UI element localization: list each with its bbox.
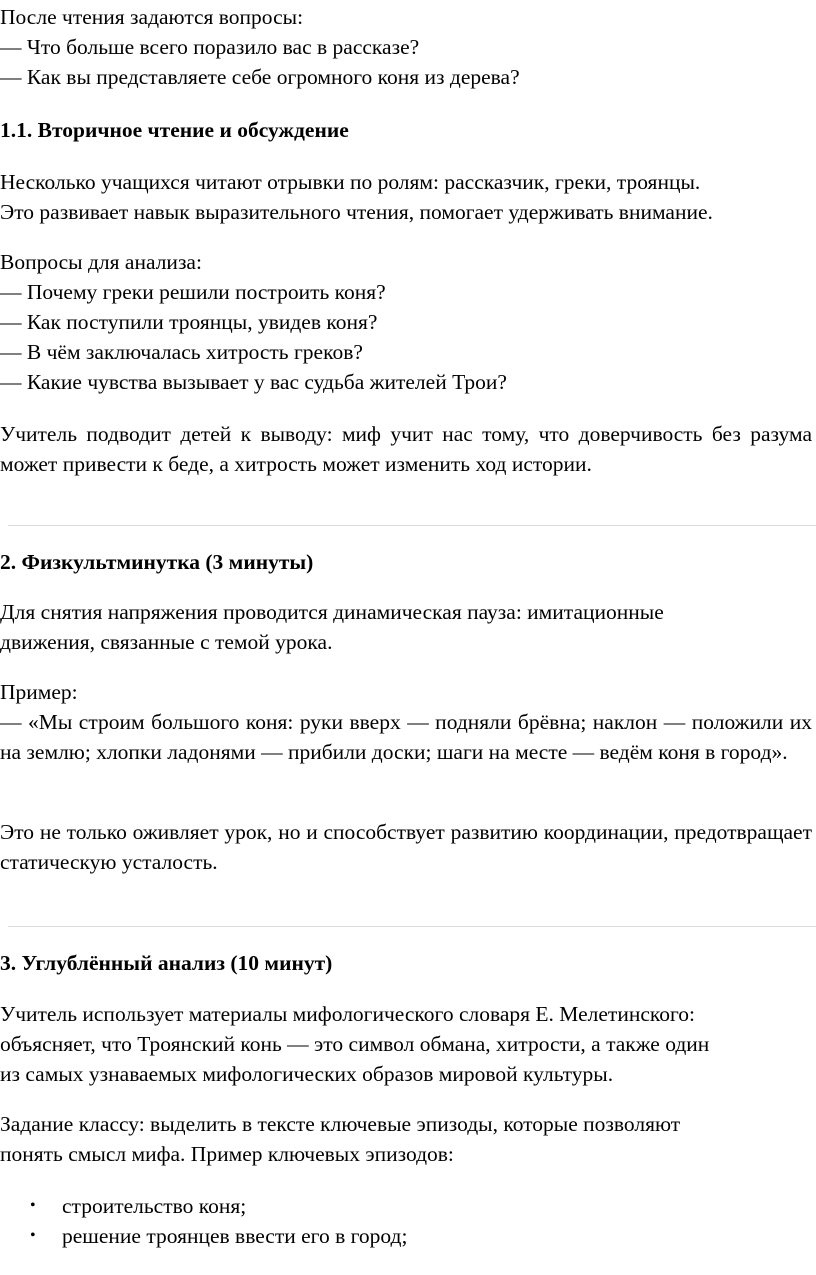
question-item: — Почему греки решили построить коня? — [0, 280, 386, 304]
paragraph-line: Это развивает навык выразительного чтения, помогает удерживать внимание. — [0, 200, 713, 224]
paragraph-line: понять смысл мифа. Пример ключевых эпизодов: — [0, 1142, 454, 1166]
questions-label: Вопросы для анализа: — [0, 250, 202, 274]
intro-question: — Что больше всего поразило вас в рассказе? — [0, 35, 420, 59]
bullet-icon: • — [30, 1197, 36, 1214]
teacher-conclusion: Учитель подводит детей к выводу: миф учит нас тому, что доверчивость без разума может привести к беде, а хитрость может изменить ход истории. — [0, 422, 812, 476]
question-item: — В чём заключалась хитрость греков? — [0, 340, 363, 364]
paragraph-line: Для снятия напряжения проводится динамическая пауза: имитационные — [0, 600, 664, 624]
list-item-text: решение троянцев ввести его в город; — [62, 1224, 408, 1248]
paragraph-line: Учитель использует материалы мифологического словаря Е. Мелетинского: — [0, 1002, 695, 1026]
intro-line: После чтения задаются вопросы: — [0, 5, 304, 29]
section-heading-3: 3. Углублённый анализ (10 минут) — [0, 951, 333, 975]
example-text: — «Мы строим большого коня: руки вверх — подняли брёвна; наклон — положили их на землю; хлопки ладонями — прибили доски; шаги на месте — ведём коня в город». — [0, 710, 812, 764]
paragraph-line: объясняет, что Троянский конь — это символ обмана, хитрости, а также один — [0, 1032, 710, 1056]
paragraph-line: из самых узнаваемых мифологических образов мировой культуры. — [0, 1062, 614, 1086]
bullet-icon: • — [30, 1227, 36, 1244]
section-divider — [8, 926, 816, 927]
list-item-text: строительство коня; — [62, 1194, 247, 1218]
example-label: Пример: — [0, 680, 78, 704]
section-divider — [8, 525, 816, 526]
analysis-questions — [0, 247, 812, 397]
paragraph-line: Несколько учащихся читают отрывки по ролям: рассказчик, греки, троянцы. — [0, 170, 701, 194]
section-heading-1-1: 1.1. Вторичное чтение и обсуждение — [0, 118, 349, 142]
paragraph-line: движения, связанные с темой урока. — [0, 630, 333, 654]
class-task — [0, 1109, 812, 1169]
intro-block — [0, 2, 812, 92]
section-1-1-paragraph — [0, 167, 812, 227]
paragraph-line: Задание классу: выделить в тексте ключевые эпизоды, которые позволяют — [0, 1112, 681, 1136]
question-item: — Какие чувства вызывает у вас судьба жителей Трои? — [0, 370, 507, 394]
section-3-paragraph — [0, 999, 812, 1089]
question-item: — Как поступили троянцы, увидев коня? — [0, 310, 378, 334]
intro-question: — Как вы представляете себе огромного коня из дерева? — [0, 65, 520, 89]
benefit-paragraph: Это не только оживляет урок, но и способствует развитию координации, предотвращает статическую усталость. — [0, 820, 812, 874]
section-heading-2: 2. Физкультминутка (3 минуты) — [0, 550, 314, 574]
section-2-paragraph — [0, 597, 812, 657]
